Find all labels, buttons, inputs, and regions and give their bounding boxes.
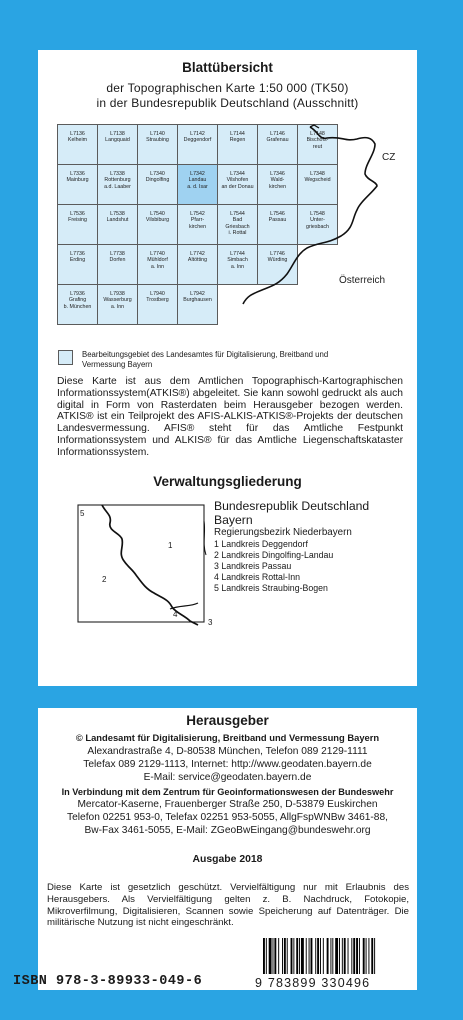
publisher-address: Alexandrastraße 4, D-80538 München, Telefon 089 2129-1111	[87, 746, 368, 757]
barcode-bar	[311, 938, 313, 974]
sheet-cell: L7344 Vilshofen an der Donau	[217, 164, 258, 205]
sheet-cell: L7736 Erding	[57, 244, 98, 285]
country-label-austria: Österreich	[339, 275, 386, 286]
admin-state: Bayern	[214, 513, 253, 527]
barcode-icon	[255, 938, 411, 976]
barcode-bar	[327, 938, 329, 974]
legal-notice: Diese Karte ist gesetzlich geschützt. Vervielfältigung nur mit Erlaubnis des Herausgebers. Als Vervielfältigung gelten z. B. Nachdruck, Fotokopie, Mikroverfilmung, Digitalisieren, Scannen sowie Speicherung auf Datenträger. Die militärische Nutzung ist nicht eingeschränkt.	[47, 882, 409, 929]
admin-map-label-5: 5	[80, 509, 85, 518]
sheet-cell: L7538 Landshut	[97, 204, 138, 245]
barcode-bar	[371, 938, 373, 974]
country-label-cz: CZ	[382, 152, 396, 163]
admin-item: 5 Landkreis Straubing-Bogen	[214, 583, 328, 593]
sheet-cell: L7136 Kelheim	[57, 124, 98, 165]
barcode-bar	[301, 938, 304, 974]
sheet-cell: L7340 Dingolfing	[137, 164, 178, 205]
barcode-bar	[296, 938, 298, 974]
sheet-cell: L7744 Simbach a. Inn	[217, 244, 258, 285]
sheet-cell: L7144 Regen	[217, 124, 258, 165]
barcode-bar	[269, 938, 272, 974]
barcode-bar	[332, 938, 333, 974]
admin-country: Bundesrepublik Deutschland	[214, 499, 370, 513]
barcode-bar	[291, 938, 293, 974]
barcode-bar	[293, 938, 294, 974]
admin-item: 1 Landkreis Deggendorf	[214, 539, 308, 549]
sheet-cell: L7146 Grafenau	[257, 124, 298, 165]
admin-map	[72, 503, 213, 628]
admin-map-label-2: 2	[102, 575, 107, 584]
admin-district: Regierungsbezirk Niederbayern	[214, 527, 352, 538]
overview-subtitle-2: in der Bundesrepublik Deutschland (Ausschnitt)	[96, 96, 359, 110]
barcode-bar	[366, 938, 367, 974]
barcode-bar	[335, 938, 338, 974]
admin-title: Verwaltungsgliederung	[153, 474, 302, 489]
barcode-bar	[282, 938, 283, 974]
sheet-cell: L7940 Trostberg	[137, 284, 178, 325]
barcode-bar	[274, 938, 276, 974]
barcode-bar	[317, 938, 319, 974]
sheet-cell: L7540 Vilsbiburg	[137, 204, 178, 245]
sheet-cell: L7548 Unter- griesbach	[297, 204, 338, 245]
admin-map-label-1: 1	[168, 541, 173, 550]
barcode-bar	[323, 938, 324, 974]
legend-text: Bearbeitungsgebiet des Landesamtes für Digitalisierung, Breitband und Vermessung Bayern	[82, 350, 329, 369]
publisher-email: E-Mail: service@geodaten.bayern.de	[143, 772, 312, 783]
sheet-cell: L7338 Rottenburg a.d. Laaber	[97, 164, 138, 205]
overview-title: Blattübersicht	[182, 60, 273, 75]
sheet-cell: L7746 Würding	[257, 244, 298, 285]
barcode-bar	[342, 938, 343, 974]
sheet-cell: L7738 Dorfen	[97, 244, 138, 285]
barcode-bar	[309, 938, 310, 974]
barcode-bar	[330, 938, 331, 974]
barcode-bar	[278, 938, 279, 974]
barcode-bar	[363, 938, 365, 974]
admin-item: 3 Landkreis Passau	[214, 561, 292, 571]
barcode	[255, 938, 411, 990]
border-line-icon	[57, 124, 402, 334]
barcode-bar	[344, 938, 346, 974]
barcode-bar	[359, 938, 360, 974]
barcode-bar	[348, 938, 349, 974]
barcode-bar	[273, 938, 274, 974]
atkis-paragraph: Diese Karte ist aus dem Amtlichen Topographisch-Kartographischen Informationssystem(ATKIS®) abgeleitet. Sie kann sowohl gedruckt als auch digital in Form von Rasterdaten beim Herausgeber bezogen werden. ATKIS® ist ein Teilprojekt des AFIS-ALKIS-ATKIS®-Projekts der deutschen Landesvermessung. AFIS® steht für das Amtliche Festpunkt Informationssystem und ALKIS® für das Amtliche Liegenschaftskataster Informationssystem.	[57, 376, 403, 458]
sheet-cell: L7148 Bischofs- reut	[297, 124, 338, 165]
sheet-cell: L7740 Mühldorf a. Inn	[137, 244, 178, 285]
barcode-bar	[339, 938, 340, 974]
barcode-bar	[287, 938, 288, 974]
sheet-cell: L7342 Landau a. d. Isar	[177, 164, 218, 205]
publisher-name: © Landesamt für Digitalisierung, Breitband und Vermessung Bayern	[75, 732, 380, 743]
barcode-bar	[368, 938, 369, 974]
sheet-cell: L7942 Burghausen	[177, 284, 218, 325]
sheet-cell: L7938 Wasserburg a. Inn	[97, 284, 138, 325]
overview-panel	[38, 50, 417, 686]
sheet-cell: L7140 Straubing	[137, 124, 178, 165]
sheet-cell: L7542 Pfarr- kirchen	[177, 204, 218, 245]
admin-map-label-3: 3	[208, 618, 213, 627]
sheet-cell: L7936 Grafing b. München	[57, 284, 98, 325]
barcode-bar	[374, 938, 375, 974]
barcode-bar	[306, 938, 307, 974]
sheet-cell: L7742 Altötting	[177, 244, 218, 285]
admin-map-label-4: 4	[173, 610, 178, 619]
sheet-cell: L7346 Wald- kirchen	[257, 164, 298, 205]
barcode-bar	[356, 938, 358, 974]
barcode-bar	[353, 938, 355, 974]
barcode-bar	[263, 938, 265, 974]
publisher-coop-fax: Bw-Fax 3461-5055, E-Mail: ZGeoBwEingang@bundeswehr.org	[84, 825, 371, 836]
sheet-cell: L7544 Bad Griesbach i. Rottal	[217, 204, 258, 245]
barcode-bar	[284, 938, 286, 974]
sheet-cell: L7336 Mainburg	[57, 164, 98, 205]
publisher-coop-phone: Telefon 02251 953-0, Telefax 02251 953-5055, AllgFspWNBw 3461-88,	[67, 812, 388, 823]
barcode-bar	[266, 938, 267, 974]
sheet-grid	[57, 124, 396, 326]
isbn-label: ISBN 978-3-89933-049-6	[13, 974, 203, 989]
admin-item: 4 Landkreis Rottal-Inn	[214, 572, 301, 582]
admin-item: 2 Landkreis Dingolfing-Landau	[214, 550, 334, 560]
admin-map-icon	[72, 503, 208, 628]
barcode-bar	[299, 938, 300, 974]
sheet-cell: L7138 Langquaid	[97, 124, 138, 165]
barcode-bar	[315, 938, 316, 974]
sheet-cell: L7142 Deggendorf	[177, 124, 218, 165]
publisher-fax-web: Telefax 089 2129-1113, Internet: http://www.geodaten.bayern.de	[83, 759, 372, 770]
publisher-coop: In Verbindung mit dem Zentrum für Geoinformationswesen der Bundeswehr	[61, 787, 394, 797]
sheet-cell: L7546 Passau	[257, 204, 298, 245]
publisher-coop-address: Mercator-Kaserne, Frauenberger Straße 250, D-53879 Euskirchen	[77, 799, 378, 810]
publisher-title: Herausgeber	[186, 713, 269, 728]
sheet-cell: L7536 Freising	[57, 204, 98, 245]
barcode-bar	[351, 938, 352, 974]
barcode-bar	[320, 938, 321, 974]
overview-subtitle-1: der Topographischen Karte 1:50 000 (TK50)	[106, 81, 349, 95]
admin-list	[214, 499, 410, 594]
edition: Ausgabe 2018	[192, 854, 263, 865]
barcode-number: 9 783899 330496	[255, 976, 371, 990]
sheet-cell: L7348 Wegscheid	[297, 164, 338, 205]
legend-swatch	[58, 350, 73, 365]
